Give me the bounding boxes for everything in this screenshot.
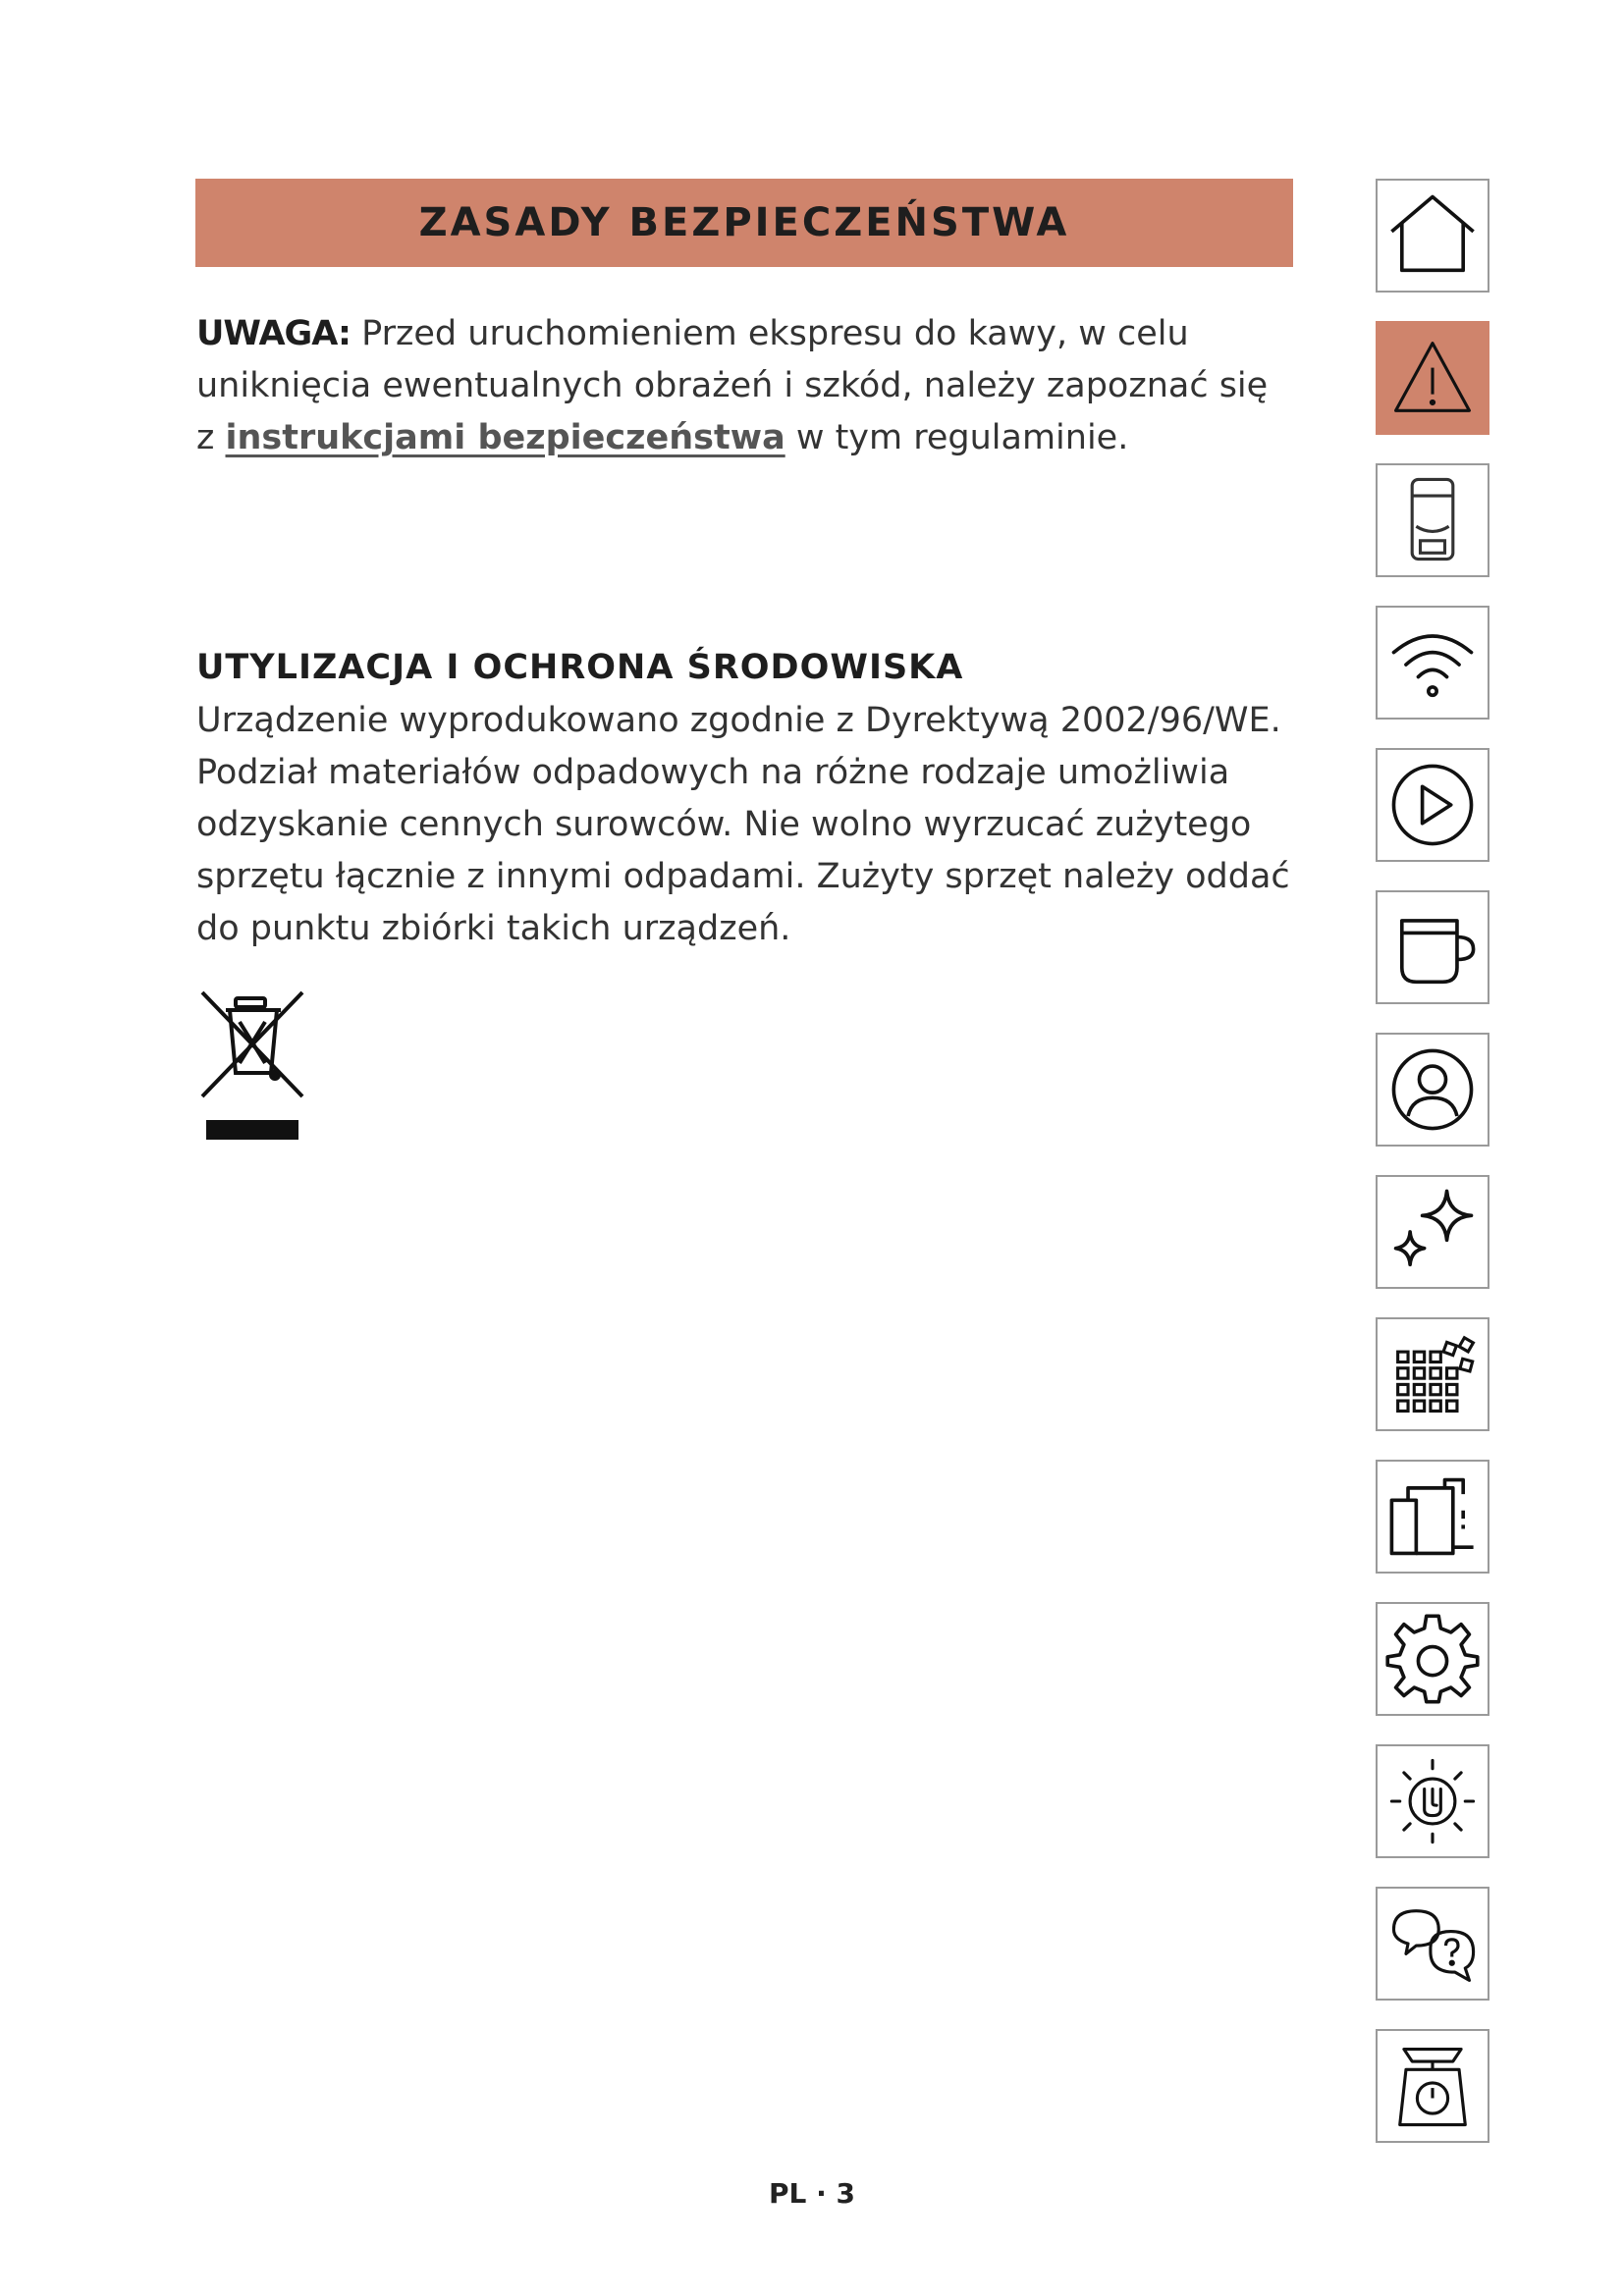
warning-line-3-suffix: w tym regulaminie.	[785, 418, 1129, 457]
sidebar-item-wifi[interactable]	[1376, 606, 1489, 720]
play-icon	[1381, 754, 1484, 856]
sparkle-icon	[1381, 1181, 1484, 1283]
warning-paragraph	[196, 308, 1306, 464]
page-number: PL · 3	[769, 2177, 855, 2210]
help-chat-icon	[1381, 1893, 1484, 1995]
scale-icon	[1381, 2035, 1484, 2137]
disposal-line: Urządzenie wyprodukowano zgodnie z Dyrektywą 2002/96/WE.	[196, 701, 1281, 740]
warning-label: UWAGA:	[196, 314, 352, 353]
home-icon	[1381, 185, 1484, 287]
coffee-machine-icon	[1381, 469, 1484, 571]
sidebar-item-profile[interactable]	[1376, 1033, 1489, 1147]
warning-line-3-prefix: z	[196, 418, 226, 457]
sidebar-item-play[interactable]	[1376, 748, 1489, 862]
descaling-icon	[1381, 1750, 1484, 1852]
disposal-line: Podział materiałów odpadowych na różne rodzaje umożliwia	[196, 753, 1230, 792]
sidebar-item-help[interactable]	[1376, 1887, 1489, 2001]
section-title-bar	[195, 179, 1293, 267]
capsules-grid-icon	[1381, 1323, 1484, 1425]
page-title: ZASADY BEZPIECZEŃSTWA	[418, 200, 1070, 245]
gear-icon	[1381, 1608, 1484, 1710]
cup-icon	[1381, 896, 1484, 998]
sidebar-item-machine[interactable]	[1376, 463, 1489, 577]
user-profile-icon	[1381, 1039, 1484, 1141]
sidebar-item-scale[interactable]	[1376, 2029, 1489, 2143]
disposal-heading: UTYLIZACJA I OCHRONA ŚRODOWISKA	[196, 648, 964, 687]
crossed-out-wheelie-bin-icon	[196, 987, 308, 1142]
sidebar-item-home[interactable]	[1376, 179, 1489, 293]
disposal-line: do punktu zbiórki takich urządzeń.	[196, 909, 791, 948]
disposal-line: odzyskanie cennych surowców. Nie wolno wyrzucać zużytego	[196, 805, 1252, 844]
warning-line-2: uniknięcia ewentualnych obrażeń i szkód, należy zapoznać się	[196, 366, 1269, 405]
sidebar-item-capsules[interactable]	[1376, 1317, 1489, 1431]
sidebar-item-settings[interactable]	[1376, 1602, 1489, 1716]
sidebar-item-cup[interactable]	[1376, 890, 1489, 1004]
warning-line-1: Przed uruchomieniem ekspresu do kawy, w celu	[351, 314, 1189, 353]
wifi-icon	[1381, 612, 1484, 714]
sidebar-item-cleaning[interactable]	[1376, 1175, 1489, 1289]
safety-instructions-link[interactable]: instrukcjami bezpieczeństwa	[225, 418, 785, 457]
warning-triangle-icon	[1381, 327, 1484, 429]
sidebar-item-safety[interactable]	[1376, 321, 1489, 435]
sidebar-item-water-tank[interactable]	[1376, 1460, 1489, 1574]
disposal-paragraph	[196, 695, 1335, 955]
disposal-line: sprzętu łącznie z innymi odpadami. Zużyty sprzęt należy oddać	[196, 857, 1290, 896]
water-tank-icon	[1381, 1466, 1484, 1568]
sidebar-item-descaling[interactable]	[1376, 1744, 1489, 1858]
